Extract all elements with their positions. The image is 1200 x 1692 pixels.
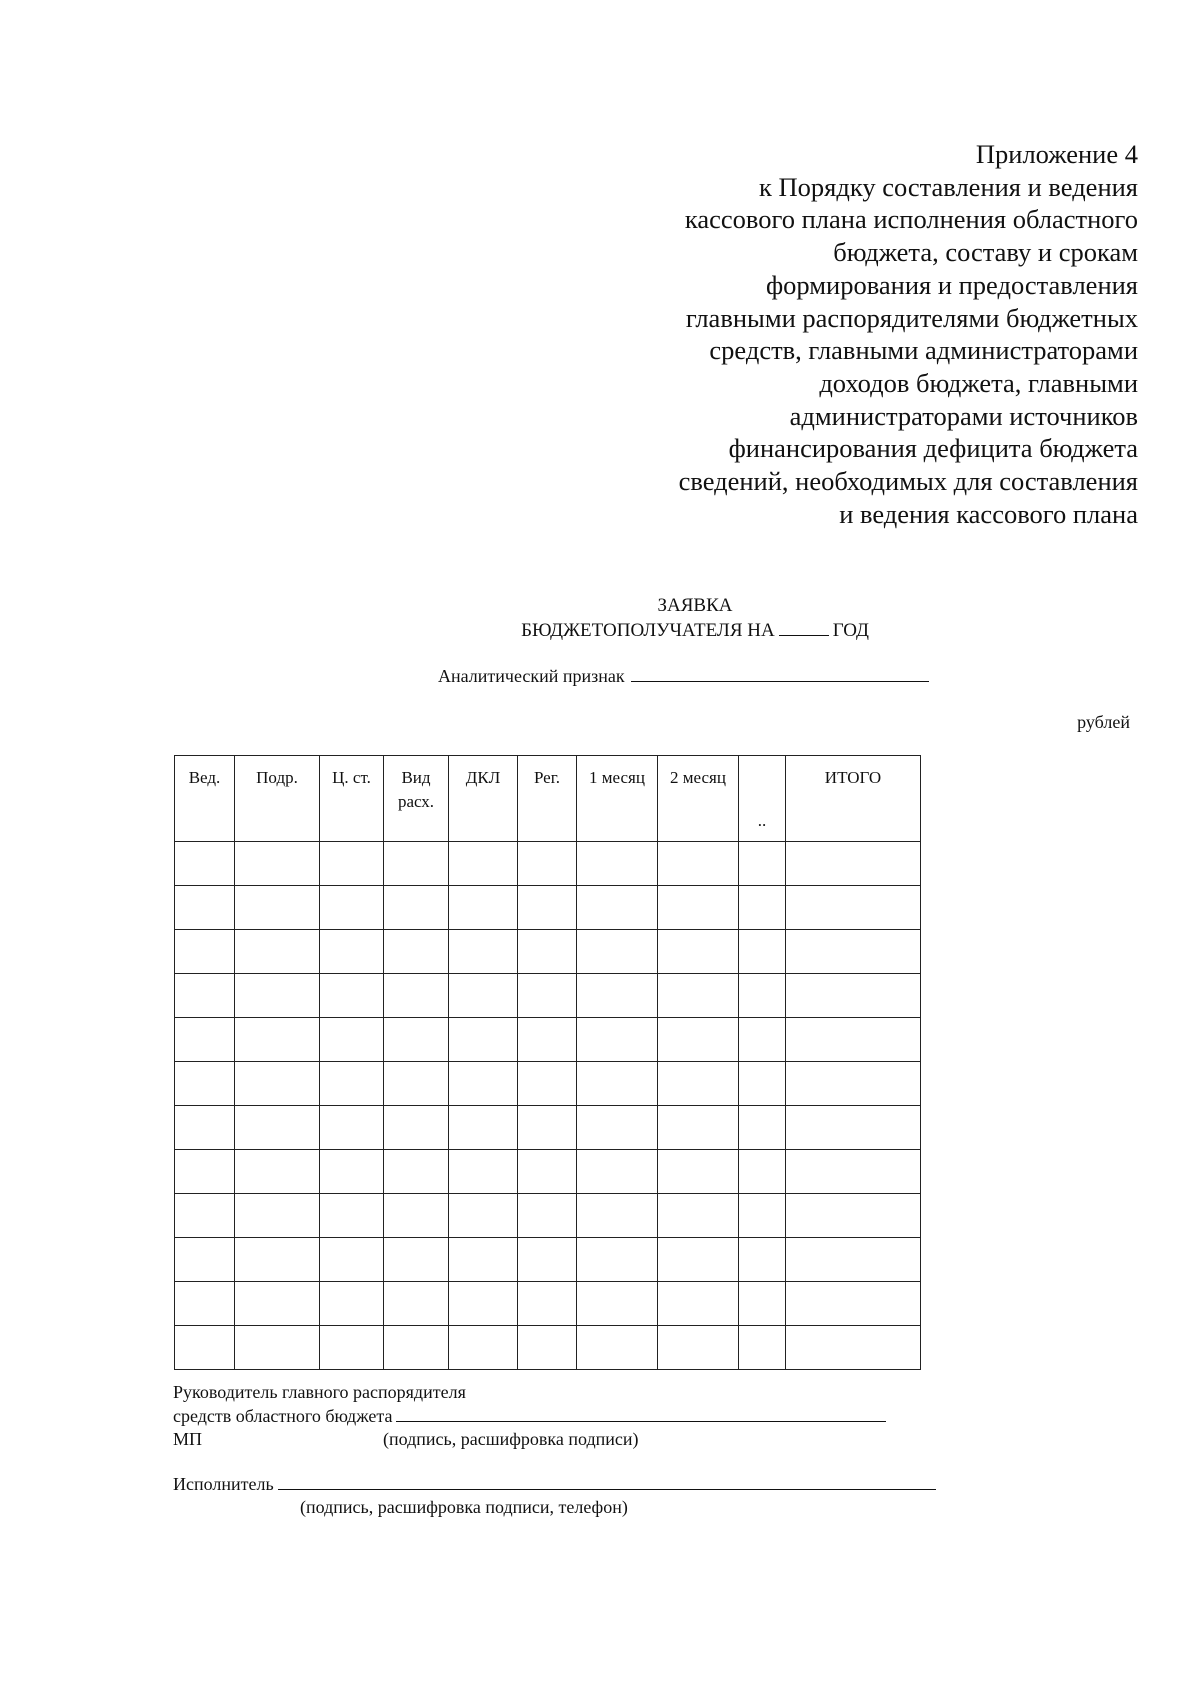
table-cell[interactable] bbox=[449, 886, 518, 930]
table-row bbox=[175, 974, 921, 1018]
table-cell[interactable] bbox=[577, 1282, 658, 1326]
table-cell[interactable] bbox=[518, 974, 577, 1018]
table-cell[interactable] bbox=[235, 1282, 320, 1326]
table-cell[interactable] bbox=[577, 1106, 658, 1150]
table-cell[interactable] bbox=[658, 1106, 739, 1150]
table-cell[interactable] bbox=[449, 930, 518, 974]
year-blank-field[interactable] bbox=[779, 619, 829, 636]
table-cell[interactable] bbox=[786, 1018, 921, 1062]
table-cell[interactable] bbox=[518, 930, 577, 974]
table-cell[interactable] bbox=[449, 1150, 518, 1194]
annex-line: главными распорядителями бюджетных bbox=[685, 302, 1138, 333]
table-cell[interactable] bbox=[235, 1018, 320, 1062]
table-cell[interactable] bbox=[658, 1062, 739, 1106]
table-cell[interactable] bbox=[449, 1238, 518, 1282]
table-cell[interactable] bbox=[175, 930, 235, 974]
table-cell[interactable] bbox=[786, 886, 921, 930]
table-row bbox=[175, 1062, 921, 1106]
header-reg: Рег. bbox=[518, 756, 577, 842]
table-cell[interactable] bbox=[384, 974, 449, 1018]
table-cell[interactable] bbox=[518, 842, 577, 886]
header-total: ИТОГО bbox=[786, 756, 921, 842]
table-cell[interactable] bbox=[175, 1238, 235, 1282]
table-cell[interactable] bbox=[175, 1062, 235, 1106]
document-title bbox=[460, 593, 930, 643]
table-cell[interactable] bbox=[577, 1238, 658, 1282]
table-cell[interactable] bbox=[658, 1150, 739, 1194]
table-cell[interactable] bbox=[449, 1282, 518, 1326]
annex-line: сведений, необходимых для составления bbox=[678, 466, 1138, 497]
table-cell[interactable] bbox=[175, 1194, 235, 1238]
annex-line: к Порядку составления и ведения bbox=[759, 171, 1138, 202]
table-cell[interactable] bbox=[449, 1018, 518, 1062]
table-cell[interactable] bbox=[235, 842, 320, 886]
table-row bbox=[175, 1018, 921, 1062]
table-cell[interactable] bbox=[384, 1326, 449, 1370]
table-body bbox=[175, 842, 921, 1370]
table-cell[interactable] bbox=[175, 1106, 235, 1150]
table-cell[interactable] bbox=[235, 930, 320, 974]
annex-line: формирования и предоставления bbox=[766, 269, 1138, 300]
table-cell[interactable] bbox=[739, 842, 786, 886]
executor-line bbox=[173, 1472, 953, 1496]
table-cell[interactable] bbox=[739, 930, 786, 974]
table-cell[interactable] bbox=[320, 1194, 384, 1238]
table-cell[interactable] bbox=[384, 1150, 449, 1194]
table-cell[interactable] bbox=[739, 974, 786, 1018]
table-cell[interactable] bbox=[739, 1194, 786, 1238]
table-row bbox=[175, 930, 921, 974]
table-cell[interactable] bbox=[320, 1018, 384, 1062]
table-cell[interactable] bbox=[786, 1106, 921, 1150]
table-cell[interactable] bbox=[384, 1238, 449, 1282]
header-month-2: 2 месяц bbox=[658, 756, 739, 842]
table-cell[interactable] bbox=[384, 1106, 449, 1150]
table-cell[interactable] bbox=[320, 1326, 384, 1370]
table-cell[interactable] bbox=[518, 1194, 577, 1238]
table-cell[interactable] bbox=[320, 1238, 384, 1282]
table-cell[interactable] bbox=[518, 1106, 577, 1150]
table-cell[interactable] bbox=[235, 1062, 320, 1106]
executor-label: Исполнитель bbox=[173, 1474, 274, 1494]
table-cell[interactable] bbox=[739, 1062, 786, 1106]
table-cell[interactable] bbox=[577, 842, 658, 886]
table-cell[interactable] bbox=[739, 1282, 786, 1326]
table-row bbox=[175, 1194, 921, 1238]
table-cell[interactable] bbox=[739, 886, 786, 930]
mp-line bbox=[173, 1428, 953, 1451]
table-row bbox=[175, 1282, 921, 1326]
table-cell[interactable] bbox=[175, 1326, 235, 1370]
table-cell[interactable] bbox=[577, 930, 658, 974]
table-cell[interactable] bbox=[577, 886, 658, 930]
table-cell[interactable] bbox=[320, 1062, 384, 1106]
header-dkl: ДКЛ bbox=[449, 756, 518, 842]
annex-line: кассового плана исполнения областного bbox=[684, 204, 1138, 235]
table-cell[interactable] bbox=[449, 974, 518, 1018]
table-row bbox=[175, 842, 921, 886]
title-line-2 bbox=[460, 618, 930, 643]
table-cell[interactable] bbox=[786, 1238, 921, 1282]
table-cell[interactable] bbox=[449, 1106, 518, 1150]
table-row bbox=[175, 1326, 921, 1370]
table-cell[interactable] bbox=[577, 1062, 658, 1106]
table-cell[interactable] bbox=[384, 1018, 449, 1062]
table-cell[interactable] bbox=[235, 1326, 320, 1370]
head-title-text: средств областного бюджета bbox=[173, 1406, 393, 1426]
table-cell[interactable] bbox=[739, 1326, 786, 1370]
head-title-line-1: Руководитель главного распорядителя bbox=[173, 1382, 466, 1402]
table-cell[interactable] bbox=[320, 1106, 384, 1150]
header-podr: Подр. bbox=[235, 756, 320, 842]
request-table bbox=[174, 755, 921, 1370]
table-cell[interactable] bbox=[384, 930, 449, 974]
table-cell[interactable] bbox=[175, 1150, 235, 1194]
executor-signature-block bbox=[173, 1472, 953, 1519]
table-cell[interactable] bbox=[175, 974, 235, 1018]
header-ved: Вед. bbox=[175, 756, 235, 842]
table-cell[interactable] bbox=[739, 1106, 786, 1150]
head-signature-caption: (подпись, расшифровка подписи) bbox=[383, 1429, 639, 1449]
table-cell[interactable] bbox=[786, 1282, 921, 1326]
table-cell[interactable] bbox=[658, 930, 739, 974]
table-cell[interactable] bbox=[320, 1282, 384, 1326]
currency-units: рублей bbox=[1077, 712, 1130, 732]
table-cell[interactable] bbox=[786, 974, 921, 1018]
table-cell[interactable] bbox=[786, 1150, 921, 1194]
table-header-row bbox=[175, 756, 921, 842]
table-cell[interactable] bbox=[518, 1062, 577, 1106]
table-cell[interactable] bbox=[518, 1238, 577, 1282]
analytic-attribute-row bbox=[438, 663, 929, 687]
table-cell[interactable] bbox=[658, 1018, 739, 1062]
table-cell[interactable] bbox=[384, 886, 449, 930]
table-cell[interactable] bbox=[449, 1194, 518, 1238]
table-cell[interactable] bbox=[235, 886, 320, 930]
table-cell[interactable] bbox=[449, 842, 518, 886]
header-month-1: 1 месяц bbox=[577, 756, 658, 842]
table-cell[interactable] bbox=[175, 1018, 235, 1062]
table-cell[interactable] bbox=[658, 1326, 739, 1370]
head-title-line-2 bbox=[173, 1404, 953, 1428]
header-vid-rasx: Вид расх. bbox=[384, 756, 449, 842]
table-cell[interactable] bbox=[175, 842, 235, 886]
table-cell[interactable] bbox=[320, 974, 384, 1018]
table-cell[interactable] bbox=[175, 1282, 235, 1326]
table-cell[interactable] bbox=[518, 1018, 577, 1062]
table-cell[interactable] bbox=[658, 886, 739, 930]
table-cell[interactable] bbox=[449, 1326, 518, 1370]
annex-line: финансирования дефицита бюджета bbox=[728, 433, 1138, 464]
title-prefix: БЮДЖЕТОПОЛУЧАТЕЛЯ НА bbox=[521, 620, 775, 641]
table-cell[interactable] bbox=[320, 930, 384, 974]
table-cell[interactable] bbox=[384, 1194, 449, 1238]
annex-line: средств, главными администраторами bbox=[709, 335, 1138, 366]
table-cell[interactable] bbox=[384, 842, 449, 886]
analytic-label: Аналитический признак bbox=[438, 666, 625, 686]
table-cell[interactable] bbox=[577, 1150, 658, 1194]
table-cell[interactable] bbox=[235, 1106, 320, 1150]
table-row bbox=[175, 1238, 921, 1282]
table-cell[interactable] bbox=[786, 930, 921, 974]
table-cell[interactable] bbox=[786, 1326, 921, 1370]
table-cell[interactable] bbox=[384, 1282, 449, 1326]
annex-line: бюджета, составу и срокам bbox=[833, 237, 1138, 268]
executor-signature-field[interactable] bbox=[278, 1472, 936, 1490]
table-cell[interactable] bbox=[518, 1282, 577, 1326]
table-cell[interactable] bbox=[577, 1326, 658, 1370]
table-cell[interactable] bbox=[786, 1194, 921, 1238]
table-cell[interactable] bbox=[518, 1326, 577, 1370]
table-row bbox=[175, 886, 921, 930]
table-cell[interactable] bbox=[518, 886, 577, 930]
table-cell[interactable] bbox=[577, 1194, 658, 1238]
table-cell[interactable] bbox=[739, 1018, 786, 1062]
table-cell[interactable] bbox=[235, 1238, 320, 1282]
table-cell[interactable] bbox=[320, 842, 384, 886]
table-cell[interactable] bbox=[235, 1194, 320, 1238]
table-cell[interactable] bbox=[658, 974, 739, 1018]
annex-line: доходов бюджета, главными bbox=[819, 367, 1138, 398]
table-cell[interactable] bbox=[577, 1018, 658, 1062]
table-cell[interactable] bbox=[449, 1062, 518, 1106]
mp-label: МП bbox=[173, 1429, 203, 1449]
table-cell[interactable] bbox=[175, 886, 235, 930]
title-suffix: ГОД bbox=[832, 620, 869, 641]
table-cell[interactable] bbox=[658, 1238, 739, 1282]
executor-signature-caption: (подпись, расшифровка подписи, телефон) bbox=[300, 1497, 628, 1517]
table-cell[interactable] bbox=[320, 1150, 384, 1194]
table-cell[interactable] bbox=[384, 1062, 449, 1106]
title-line-1: ЗАЯВКА bbox=[657, 595, 733, 616]
table-cell[interactable] bbox=[658, 1194, 739, 1238]
table-cell[interactable] bbox=[739, 1150, 786, 1194]
annex-header bbox=[498, 138, 1138, 530]
analytic-blank-field[interactable] bbox=[631, 663, 929, 682]
table-cell[interactable] bbox=[518, 1150, 577, 1194]
table-cell[interactable] bbox=[786, 842, 921, 886]
table-cell[interactable] bbox=[658, 1282, 739, 1326]
table-cell[interactable] bbox=[739, 1238, 786, 1282]
table-cell[interactable] bbox=[235, 974, 320, 1018]
table-cell[interactable] bbox=[320, 886, 384, 930]
table-row bbox=[175, 1106, 921, 1150]
table-cell[interactable] bbox=[786, 1062, 921, 1106]
header-ellipsis: .. bbox=[739, 756, 786, 842]
table-row bbox=[175, 1150, 921, 1194]
head-signature-block bbox=[173, 1381, 953, 1451]
table-cell[interactable] bbox=[577, 974, 658, 1018]
table-cell[interactable] bbox=[658, 842, 739, 886]
table-cell[interactable] bbox=[235, 1150, 320, 1194]
header-cst: Ц. ст. bbox=[320, 756, 384, 842]
annex-line: администраторами источников bbox=[789, 400, 1138, 431]
annex-line: Приложение 4 bbox=[975, 139, 1138, 169]
head-signature-field[interactable] bbox=[396, 1404, 886, 1422]
annex-line: и ведения кассового плана bbox=[839, 498, 1138, 529]
